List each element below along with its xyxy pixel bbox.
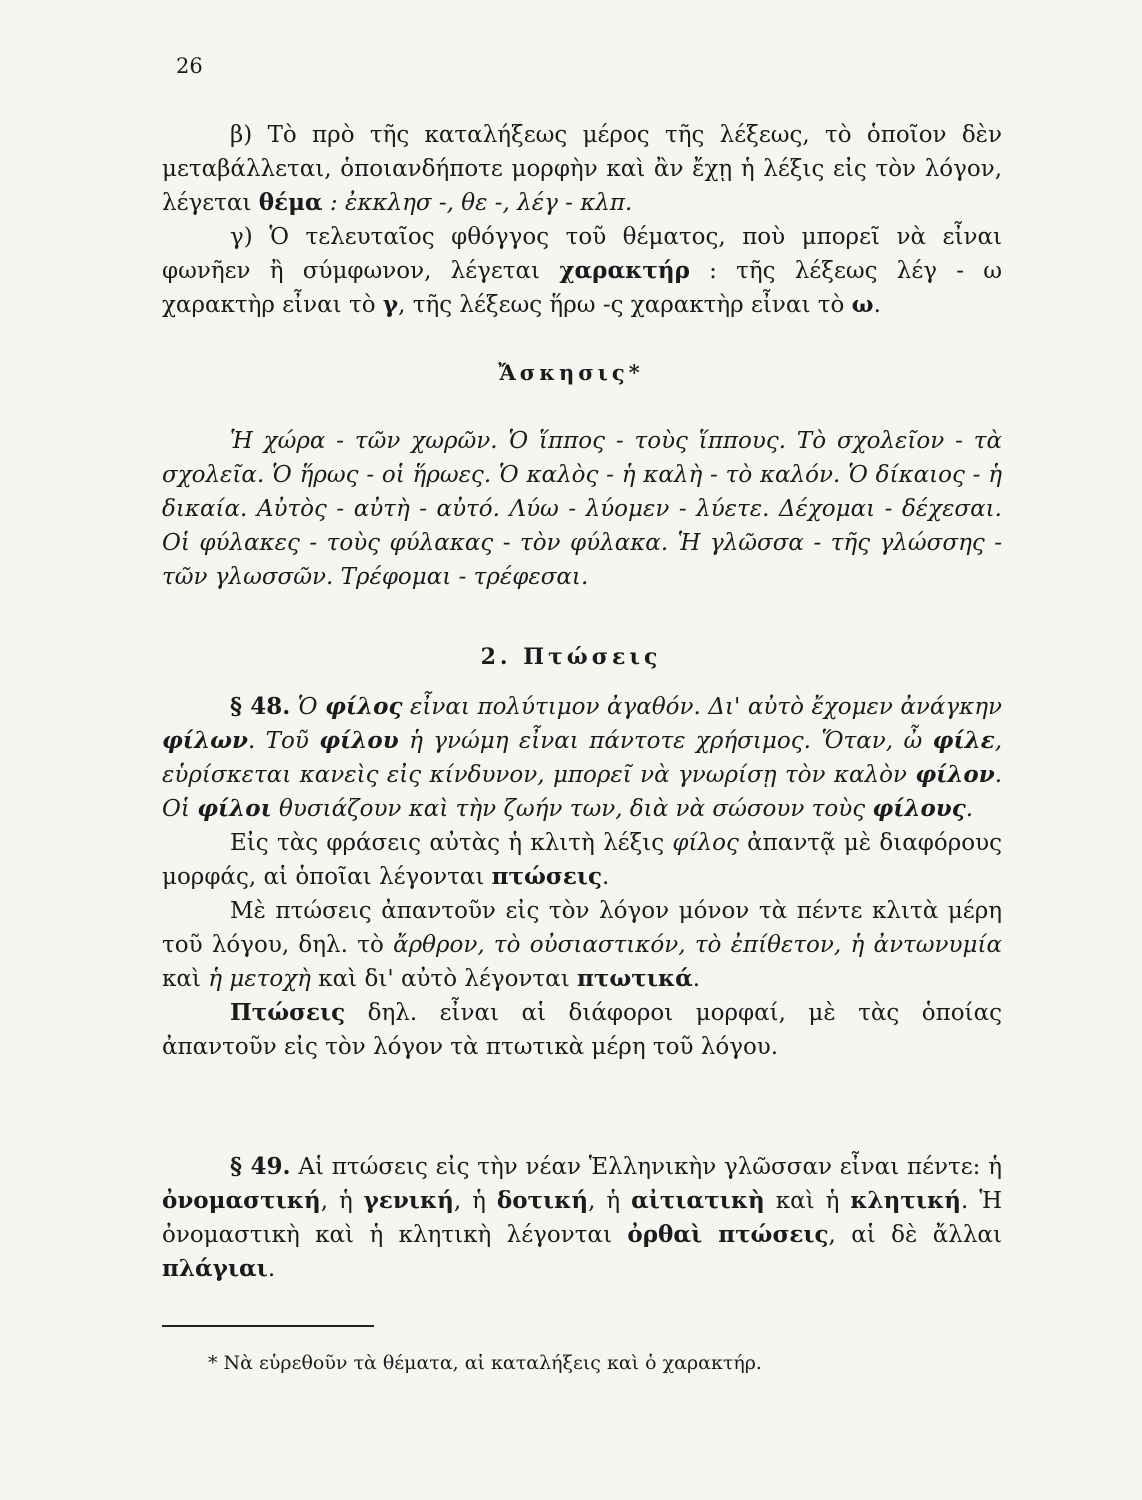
section-48-block [162, 690, 1002, 1064]
term-charakter: χαρακτήρ [559, 257, 690, 284]
footnote-divider [162, 1325, 374, 1327]
paragraph-48-ptotika: Μὲ πτώσεις ἀπαντοῦν εἰς τὸν λόγον μόνον τὰ πέντε κλιτὰ μέρη τοῦ λόγου, δηλ. τὸ ἄρθρον, τὸ οὐσιαστικόν, τὸ ἐπίθετον, ἡ ἀντωνυμία καὶ ἡ μετοχὴ καὶ δι' αὐτὸ λέγονται πτωτικά. [162, 898, 1002, 992]
section-49-block [162, 1150, 1002, 1286]
exercise-text: Ἡ χώρα - τῶν χωρῶν. Ὁ ἵππος - τοὺς ἵππους. Τὸ σχολεῖον - τὰ σχολεῖα. Ὁ ἥρως - οἱ ἥρωες. Ὁ καλὸς - ἡ καλὴ - τὸ καλόν. Ὁ δίκαιος - ἡ δικαία. Αὐτὸς - αὐτὴ - αὐτό. Λύω - λύομεν - λύετε. Δέχομαι - δέχεσαι. Οἱ φύλακες - τοὺς φύλακας - τὸν φύλακα. Ἡ γλῶσσα - τῆς γλώσσης - τῶν γλωσσῶν. Τρέφομαι - τρέφεσαι. [162, 428, 1002, 590]
exercise-block [162, 424, 1002, 594]
paragraph-48-definition: Πτώσεις δηλ. εἶναι αἱ διάφοροι μορφαί, μὲ τὰς ὁποίας ἀπαντοῦν εἰς τὸν λόγον τὰ πτωτικὰ μέρη τοῦ λόγου. [162, 999, 1002, 1060]
term-thema: θέμα [258, 189, 323, 216]
section-49-number: § 49. [230, 1153, 291, 1180]
section-48-number: § 48. [230, 693, 291, 720]
exercise-heading: Ἄσκησις* [498, 360, 644, 385]
intro-block [162, 118, 1002, 322]
paragraph-gamma: γ) Ὁ τελευταῖος φθόγγος τοῦ θέματος, ποὺ μπορεῖ νὰ εἶναι φωνῆεν ἢ σύμφωνον, λέγεται χαρακτήρ : τῆς λέξεως λέγ - ω χαρακτὴρ εἶναι τὸ γ, τῆς λέξεως ἥρω -ς χαρακτὴρ εἶναι τὸ ω. [162, 224, 1003, 318]
paragraph-beta: β) Τὸ πρὸ τῆς καταλήξεως μέρος τῆς λέξεως, τὸ ὁποῖον δὲν μεταβάλλεται, ὁποιανδήποτε μορφὴν καὶ ἂν ἔχῃ ἡ λέξις εἰς τὸν λόγον, λέγεται θέμα : ἐκκλησ -, θε -, λέγ - κλπ. [162, 122, 1002, 216]
footnote: * Νὰ εὑρεθοῦν τὰ θέματα, αἱ καταλήξεις καὶ ὁ χαρακτήρ. [208, 1352, 762, 1374]
paragraph-48-ptoseis: Εἰς τὰς φράσεις αὐτὰς ἡ κλιτὴ λέξις φίλος ἀπαντᾷ μὲ διαφόρους μορφάς, αἱ ὁποῖαι λέγονται πτώσεις. [162, 830, 1002, 890]
section-heading: 2. Πτώσεις [480, 644, 662, 670]
page-number: 26 [176, 54, 203, 78]
paragraph-48: § 48. Ὁ φίλος εἶναι πολύτιμον ἀγαθόν. Δι' αὐτὸ ἔχομεν ἀνάγκην φίλων. Τοῦ φίλου ἡ γνώμη εἶναι πάντοτε χρήσιμος. Ὅταν, ὦ φίλε, εὑρίσκεται κανεὶς εἰς κίνδυνον, μπορεῖ νὰ γνωρίσῃ τὸν καλὸν φίλον. Οἱ φίλοι θυσιάζουν καὶ τὴν ζωήν των, διὰ νὰ σώσουν τοὺς φίλους. [162, 693, 1003, 822]
paragraph-49: § 49. Αἱ πτώσεις εἰς τὴν νέαν Ἑλληνικὴν γλῶσσαν εἶναι πέντε: ἡ ὀνομαστική, ἡ γενική, ἡ δοτική, ἡ αἰτιατικὴ καὶ ἡ κλητική. Ἡ ὀνομαστικὴ καὶ ἡ κλητικὴ λέγονται ὀρθαὶ πτώσεις, αἱ δὲ ἄλλαι πλάγιαι. [162, 1153, 1003, 1282]
